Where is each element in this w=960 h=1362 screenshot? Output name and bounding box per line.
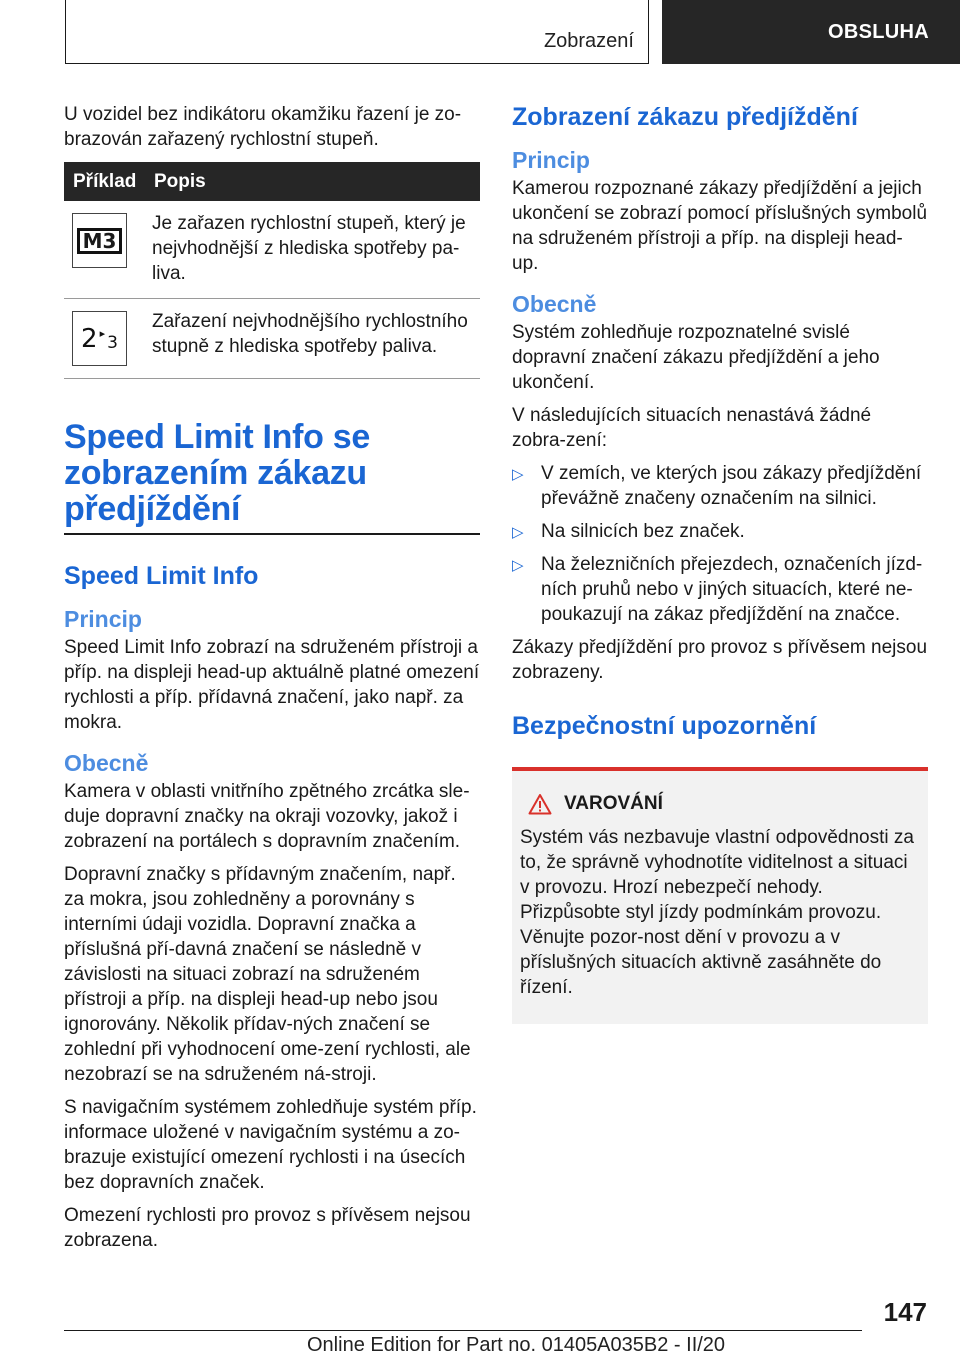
warning-text: Systém vás nezbavuje vlastní odpovědnosti za to, že správně vyhodnotíte viditelnost a situaci v provozu. Hrozí nebezpečí nehody. Přizpůsobte styl jízdy podmínkám provozu. Věnujte pozor-nost dění v provozu a v příslušných situacích aktivně zasáhněte do řízení. — [520, 827, 914, 998]
list-item: ▷ Na silnicích bez značek. — [512, 519, 928, 544]
subheading-obecne: Obecně — [64, 750, 149, 776]
gear-shift-2-to-3-symbol-icon — [72, 311, 127, 366]
obecne-paragraph-4: Omezení rychlosti pro provoz s přívěsem nejsou zobrazena. — [64, 1205, 471, 1251]
shift-to-gear: 3 — [107, 332, 118, 353]
footer-edition: Online Edition for Part no. 01405A035B2 - II/20 — [307, 1334, 726, 1356]
triangle-bullet-icon: ▷ — [512, 557, 524, 574]
table-header-description: Popis — [154, 170, 206, 192]
obecne-paragraph-3: S navigačním systémem zohledňuje systém příp. informace uložené v navigačním systému a zo-brazuje existující omezení rychlosti i na úsecích bez dopravních značek. — [64, 1097, 477, 1193]
warning-triangle-icon — [528, 793, 552, 815]
header-rule-bottom — [65, 63, 649, 64]
list-item: ▷ Na železničních přejezdech, označeních jízd-ních pruhů nebo v jiných situacích, které ne-poukazují na zákaz předjíždění na značce. — [512, 554, 923, 625]
table-row — [64, 201, 480, 299]
shift-from-gear: 2 — [81, 323, 98, 354]
table-header-example: Příklad — [73, 170, 137, 192]
obecne-paragraph-2: Dopravní značky s přídavným značením, např. za mokra, jsou zohledněny a porovnány s interními údaji vozidla. Dopravní značka a příslušná pří-davná značení se následně v závislosti na situaci zobrazí na sdruženém přístroji a příp. na displeji head-up nebo jsou ignorovány. Několik přídav-ných značení se zohlední při vyhodnocení ome-zení rychlosti, ale nezobrazí se na sdruženém ná-stroji. — [64, 864, 471, 1085]
header-section-title: Zobrazení — [543, 30, 634, 52]
obecne-paragraph-2: V následujících situacích nenastává žádné zobra-zení: — [512, 405, 872, 451]
subheading-obecne: Obecně — [512, 291, 597, 317]
warning-title: VAROVÁNÍ — [564, 793, 663, 814]
section-heading-overtaking: Zobrazení zákazu předjíždění — [512, 103, 858, 131]
obecne-paragraph-1: Systém zohledňuje rozpoznatelné svislé dopravní značení zákazu předjíždění a jeho ukončení. — [512, 322, 880, 393]
section-heading-speed-limit-info: Speed Limit Info — [64, 562, 259, 590]
left-column — [64, 102, 480, 1261]
subheading-princip: Princip — [64, 606, 142, 632]
obecne-paragraph-3: Zákazy předjíždění pro provoz s přívěsem nejsou zobrazeny. — [512, 637, 928, 683]
gear-m3-label: M3 — [77, 228, 122, 254]
section-heading-safety: Bezpečnostní upozornění — [512, 712, 817, 740]
intro-paragraph: U vozidel bez indikátoru okamžiku řazení je zo-brazován zařazený rychlostní stupeň. — [64, 104, 462, 150]
header-chapter-tab — [662, 0, 960, 64]
page-number: 147 — [883, 1297, 927, 1327]
triangle-bullet-icon: ▷ — [512, 466, 524, 483]
gear-indicator-table — [64, 162, 480, 379]
princip-paragraph: Kamerou rozpoznané zákazy předjíždění a jejich ukončení se zobrazí pomocí příslušných symbolů na sdruženém přístroji a příp. na displeji head-up. — [512, 178, 928, 274]
header-chapter-label: OBSLUHA — [828, 20, 929, 43]
table-header — [64, 162, 480, 201]
main-heading: Speed Limit Info se zobrazením zákazu předjíždění — [64, 419, 480, 535]
header-rule-left — [65, 0, 66, 64]
gear-m3-symbol-icon — [72, 213, 127, 268]
subheading-princip: Princip — [512, 147, 590, 173]
princip-paragraph: Speed Limit Info zobrazí na sdruženém přístroji a příp. na displeji head-up aktuálně platné omezení rychlosti a příp. přídavná značení, jako např. za mokra. — [64, 637, 480, 733]
header-rule-mid — [648, 0, 649, 64]
situation-list — [512, 461, 928, 627]
table-row-description: Je zařazen rychlostní stupeň, který je nejvhodnější z hlediska spotřeby pa-liva. — [152, 213, 466, 284]
triangle-bullet-icon: ▷ — [512, 524, 524, 541]
right-column — [512, 102, 928, 1024]
list-item: ▷ V zemích, ve kterých jsou zákazy předjíždění převážně značeny označením na silnici. — [512, 463, 922, 509]
warning-box — [512, 767, 928, 1024]
table-row-description: Zařazení nejvhodnějšího rychlostního stupně z hlediska spotřeby paliva. — [152, 311, 468, 357]
obecne-paragraph-1: Kamera v oblasti vnitřního zpětného zrcátka sle-duje dopravní značky na okraji vozovky, jakož i zobrazení na portálech s dopravním značením. — [64, 781, 470, 852]
table-row — [64, 299, 480, 379]
shift-arrow-icon: ▸ — [99, 326, 106, 340]
